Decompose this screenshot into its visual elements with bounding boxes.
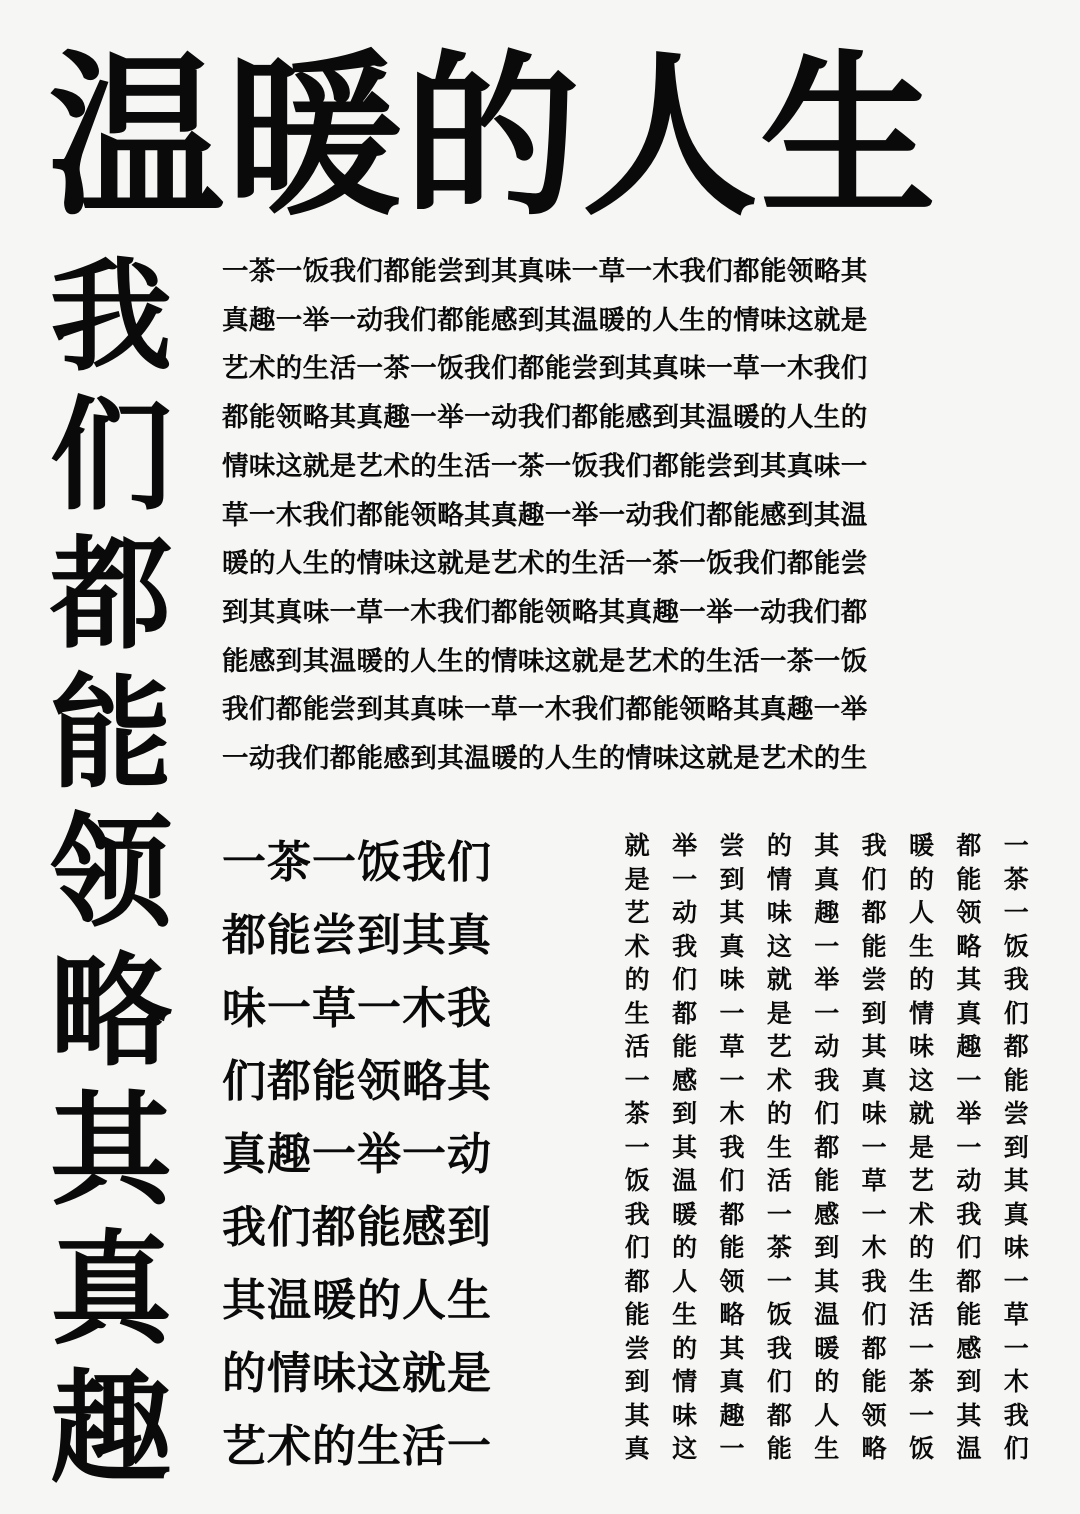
- vertical-char: 趣: [50, 1358, 172, 1500]
- grid-char: 活: [766, 1166, 792, 1195]
- grid-char: 都: [814, 1132, 840, 1162]
- grid-char: 能: [719, 1233, 745, 1262]
- grid-char: 味: [1003, 1233, 1029, 1262]
- grid-char: 能: [672, 1032, 698, 1061]
- grid-char: 都: [624, 1266, 650, 1296]
- grid-column: [993, 829, 1040, 1466]
- grid-char: 茶: [624, 1099, 650, 1128]
- grid-char: 饭: [1003, 931, 1029, 961]
- grid-char: 尝: [719, 831, 745, 860]
- grid-column: [945, 829, 992, 1466]
- grid-char: 术: [624, 931, 650, 961]
- grid-column: [756, 829, 803, 1466]
- grid-char: 能: [624, 1300, 650, 1329]
- grid-column: [803, 829, 850, 1466]
- grid-char: 感: [956, 1333, 982, 1363]
- grid-char: 其: [624, 1400, 650, 1430]
- middle-line: 艺术的生活一: [222, 1421, 492, 1472]
- grid-char: 的: [909, 1233, 935, 1262]
- grid-char: 生: [909, 931, 935, 961]
- grid-char: 是: [909, 1132, 935, 1162]
- grid-char: 能: [814, 1166, 840, 1195]
- grid-char: 们: [766, 1367, 792, 1396]
- grid-char: 能: [861, 931, 887, 961]
- grid-column: [661, 829, 708, 1466]
- grid-char: 都: [766, 1400, 792, 1430]
- grid-char: 暖: [909, 831, 935, 860]
- grid-char: 尝: [624, 1333, 650, 1363]
- grid-char: 我: [1003, 965, 1029, 994]
- grid-char: 略: [719, 1300, 745, 1329]
- paragraph-line: 真趣一举一动我们都能感到其温暖的人生的情味这就是: [222, 304, 868, 336]
- paragraph-line: 艺术的生活一茶一饭我们都能尝到其真味一草一木我们: [222, 353, 868, 385]
- grid-char: 们: [956, 1233, 982, 1262]
- grid-char: 这: [672, 1434, 698, 1463]
- grid-char: 一: [672, 864, 698, 894]
- grid-char: 动: [814, 1032, 840, 1061]
- vertical-char: 们: [50, 385, 172, 527]
- grid-char: 生: [814, 1434, 840, 1463]
- grid-char: 就: [909, 1099, 935, 1128]
- grid-char: 生: [624, 998, 650, 1028]
- grid-char: 其: [719, 898, 745, 927]
- grid-char: 饭: [766, 1300, 792, 1329]
- grid-char: 能: [956, 864, 982, 894]
- grid-char: 一: [1003, 1266, 1029, 1296]
- grid-char: 生: [909, 1266, 935, 1296]
- grid-char: 草: [719, 1032, 745, 1061]
- grid-char: 温: [814, 1300, 840, 1329]
- grid-char: 们: [1003, 998, 1029, 1028]
- grid-char: 人: [814, 1400, 840, 1430]
- grid-char: 趣: [956, 1032, 982, 1061]
- grid-char: 都: [672, 998, 698, 1028]
- grid-char: 动: [672, 898, 698, 927]
- grid-char: 到: [814, 1233, 840, 1262]
- grid-char: 领: [719, 1266, 745, 1296]
- grid-char: 都: [956, 831, 982, 860]
- grid-char: 的: [814, 1367, 840, 1396]
- grid-char: 其: [814, 1266, 840, 1296]
- page-title: 温暖的人生: [48, 35, 939, 240]
- grid-char: 其: [1003, 1166, 1029, 1195]
- middle-line: 真趣一举一动: [222, 1129, 492, 1180]
- grid-char: 这: [766, 931, 792, 961]
- grid-char: 味: [861, 1099, 887, 1128]
- grid-char: 温: [956, 1434, 982, 1463]
- grid-column: [898, 829, 945, 1466]
- middle-line: 都能尝到其真: [222, 910, 492, 961]
- grid-char: 情: [766, 864, 792, 894]
- grid-char: 们: [1003, 1434, 1029, 1463]
- grid-char: 领: [956, 898, 982, 927]
- middle-line: 我们都能感到: [222, 1202, 492, 1253]
- grid-char: 我: [956, 1199, 982, 1229]
- grid-char: 趣: [719, 1400, 745, 1430]
- grid-char: 到: [672, 1099, 698, 1128]
- grid-char: 暖: [672, 1199, 698, 1229]
- grid-char: 我: [624, 1199, 650, 1229]
- grid-char: 略: [861, 1434, 887, 1463]
- grid-char: 木: [719, 1099, 745, 1128]
- grid-char: 一: [1003, 831, 1029, 860]
- grid-char: 饭: [624, 1166, 650, 1195]
- grid-char: 我: [672, 931, 698, 961]
- grid-char: 情: [672, 1367, 698, 1396]
- grid-char: 们: [861, 864, 887, 894]
- grid-char: 一: [814, 998, 840, 1028]
- grid-char: 情: [909, 998, 935, 1028]
- paragraph-line: 一茶一饭我们都能尝到其真味一草一木我们都能领略其: [222, 256, 868, 287]
- grid-char: 活: [909, 1300, 935, 1329]
- grid-char: 其: [956, 1400, 982, 1430]
- paragraph-line: 我们都能尝到其真味一草一木我们都能领略其真趣一举: [222, 694, 868, 726]
- grid-char: 感: [814, 1199, 840, 1229]
- grid-char: 就: [624, 831, 650, 860]
- grid-char: 一: [1003, 898, 1029, 927]
- grid-char: 举: [814, 965, 840, 994]
- paragraph-line: 草一木我们都能领略其真趣一举一动我们都能感到其温: [222, 499, 868, 531]
- grid-char: 们: [624, 1233, 650, 1262]
- grid-char: 们: [861, 1300, 887, 1329]
- grid-char: 术: [766, 1065, 792, 1095]
- paragraph-line: 暖的人生的情味这就是艺术的生活一茶一饭我们都能尝: [222, 548, 868, 580]
- middle-text-block: [222, 826, 562, 1483]
- grid-char: 们: [672, 965, 698, 994]
- grid-char: 真: [814, 864, 840, 894]
- grid-char: 一: [766, 1199, 792, 1229]
- grid-char: 感: [672, 1065, 698, 1095]
- grid-char: 一: [719, 1065, 745, 1095]
- grid-char: 其: [672, 1132, 698, 1162]
- grid-char: 领: [861, 1400, 887, 1430]
- grid-char: 茶: [1003, 864, 1029, 894]
- grid-char: 趣: [814, 898, 840, 927]
- grid-char: 举: [672, 831, 698, 860]
- grid-char: 我: [766, 1333, 792, 1363]
- paragraph-line: 都能领略其真趣一举一动我们都能感到其温暖的人生的: [222, 402, 868, 434]
- grid-char: 艺: [766, 1032, 792, 1061]
- vertical-char: 领: [50, 802, 172, 944]
- grid-char: 木: [1003, 1367, 1029, 1396]
- paragraph-line: 能感到其温暖的人生的情味这就是艺术的生活一茶一饭: [222, 645, 868, 677]
- grid-char: 一: [861, 1199, 887, 1229]
- grid-char: 一: [861, 1132, 887, 1162]
- grid-column: [708, 829, 755, 1466]
- grid-char: 其: [814, 831, 840, 860]
- grid-char: 温: [672, 1166, 698, 1195]
- paragraph-line: 一动我们都能感到其温暖的人生的情味这就是艺术的生: [222, 743, 868, 775]
- grid-char: 其: [719, 1333, 745, 1363]
- grid-char: 一: [624, 1132, 650, 1162]
- grid-char: 我: [861, 1266, 887, 1296]
- grid-char: 是: [624, 864, 650, 894]
- grid-char: 能: [861, 1367, 887, 1396]
- grid-char: 一: [624, 1065, 650, 1095]
- grid-char: 木: [861, 1233, 887, 1262]
- grid-char: 到: [861, 998, 887, 1028]
- grid-char: 艺: [624, 898, 650, 927]
- grid-char: 真: [719, 1367, 745, 1396]
- grid-char: 术: [909, 1199, 935, 1229]
- grid-char: 一: [766, 1266, 792, 1296]
- grid-char: 都: [956, 1266, 982, 1296]
- grid-char: 动: [956, 1166, 982, 1195]
- grid-char: 尝: [861, 965, 887, 994]
- grid-char: 真: [956, 998, 982, 1028]
- grid-char: 一: [909, 1400, 935, 1430]
- grid-char: 一: [719, 1434, 745, 1463]
- grid-char: 茶: [766, 1233, 792, 1262]
- grid-char: 草: [861, 1166, 887, 1195]
- grid-char: 举: [956, 1099, 982, 1128]
- grid-char: 生: [672, 1300, 698, 1329]
- grid-char: 生: [766, 1132, 792, 1162]
- paragraph-line: 到其真味一草一木我们都能领略其真趣一举一动我们都: [222, 596, 868, 628]
- grid-char: 其: [956, 965, 982, 994]
- grid-char: 尝: [1003, 1099, 1029, 1128]
- grid-char: 能: [766, 1434, 792, 1463]
- grid-char: 真: [861, 1065, 887, 1095]
- grid-char: 的: [672, 1333, 698, 1363]
- grid-char: 一: [956, 1065, 982, 1095]
- grid-char: 人: [909, 898, 935, 927]
- grid-char: 我: [861, 831, 887, 860]
- vertical-text-grid: [600, 829, 1040, 1466]
- grid-char: 这: [909, 1065, 935, 1095]
- grid-char: 人: [672, 1266, 698, 1296]
- vertical-char: 真: [50, 1219, 172, 1361]
- vertical-char: 都: [50, 524, 172, 666]
- grid-char: 能: [956, 1300, 982, 1329]
- vertical-char: 我: [50, 246, 172, 388]
- grid-char: 一: [1003, 1333, 1029, 1363]
- grid-char: 到: [1003, 1132, 1029, 1162]
- paragraph-line: 情味这就是艺术的生活一茶一饭我们都能尝到其真味一: [222, 450, 868, 482]
- grid-char: 都: [719, 1199, 745, 1229]
- grid-char: 一: [719, 998, 745, 1028]
- middle-line: 一茶一饭我们: [222, 837, 492, 888]
- middle-line: 们都能领略其: [222, 1056, 492, 1107]
- grid-char: 饭: [909, 1434, 935, 1463]
- middle-line: 的情味这就是: [222, 1348, 492, 1399]
- grid-char: 一: [814, 931, 840, 961]
- grid-char: 真: [719, 931, 745, 961]
- grid-char: 我: [719, 1132, 745, 1162]
- grid-char: 味: [672, 1400, 698, 1430]
- grid-char: 暖: [814, 1333, 840, 1363]
- grid-char: 活: [624, 1032, 650, 1061]
- grid-char: 一: [956, 1132, 982, 1162]
- grid-char: 真: [624, 1434, 650, 1463]
- grid-char: 能: [1003, 1065, 1029, 1095]
- grid-char: 们: [814, 1099, 840, 1128]
- grid-char: 的: [624, 965, 650, 994]
- grid-char: 我: [1003, 1400, 1029, 1430]
- middle-line: 味一草一木我: [222, 983, 492, 1034]
- grid-column: [613, 829, 660, 1466]
- grid-char: 到: [719, 864, 745, 894]
- grid-char: 们: [719, 1166, 745, 1195]
- grid-char: 草: [1003, 1300, 1029, 1329]
- grid-char: 都: [861, 1333, 887, 1363]
- grid-char: 都: [861, 898, 887, 927]
- vertical-heading: [50, 248, 190, 1499]
- grid-char: 真: [1003, 1199, 1029, 1229]
- grid-char: 略: [956, 931, 982, 961]
- grid-column: [850, 829, 897, 1466]
- vertical-char: 能: [50, 663, 172, 805]
- grid-char: 味: [719, 965, 745, 994]
- grid-char: 茶: [909, 1367, 935, 1396]
- grid-char: 的: [909, 965, 935, 994]
- grid-char: 其: [861, 1032, 887, 1061]
- vertical-char: 略: [50, 941, 172, 1083]
- grid-char: 味: [766, 898, 792, 927]
- body-paragraph: [222, 248, 1032, 784]
- grid-char: 到: [956, 1367, 982, 1396]
- grid-char: 到: [624, 1367, 650, 1396]
- grid-char: 我: [814, 1065, 840, 1095]
- grid-char: 是: [766, 998, 792, 1028]
- grid-char: 都: [1003, 1032, 1029, 1061]
- grid-char: 的: [909, 864, 935, 894]
- grid-char: 艺: [909, 1166, 935, 1195]
- grid-char: 一: [909, 1333, 935, 1363]
- middle-line: 其温暖的人生: [222, 1275, 492, 1326]
- grid-char: 味: [909, 1032, 935, 1061]
- grid-char: 就: [766, 965, 792, 994]
- grid-char: 的: [766, 1099, 792, 1128]
- vertical-char: 其: [50, 1080, 172, 1222]
- grid-char: 的: [672, 1233, 698, 1262]
- grid-char: 的: [766, 831, 792, 860]
